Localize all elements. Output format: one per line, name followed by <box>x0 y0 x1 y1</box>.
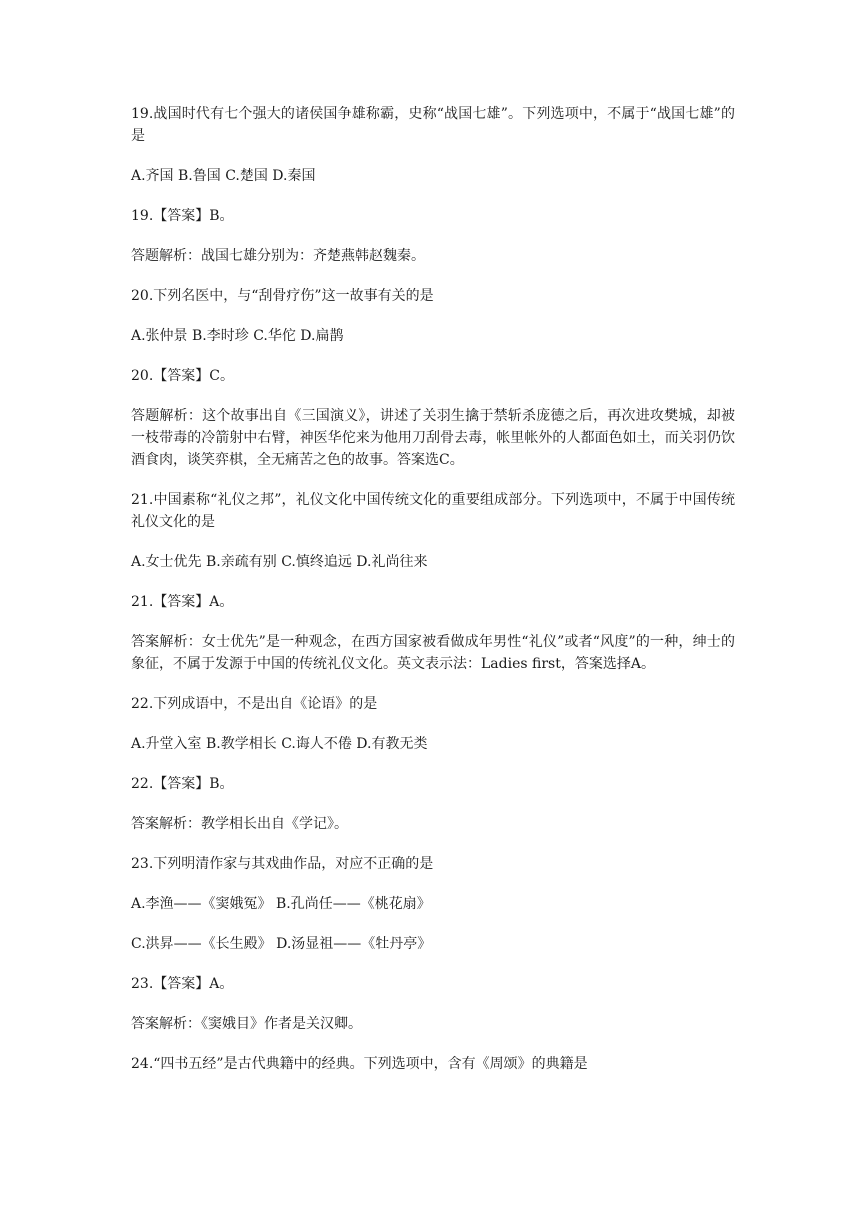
question-23-options-cd: C.洪昇——《长生殿》 D.汤显祖——《牡丹亭》 <box>131 936 432 952</box>
question-23-explanation: 答案解析：《窦娥目》作者是关汉卿。 <box>131 1016 362 1032</box>
question-22-explanation: 答案解析：教学相长出自《学记》。 <box>131 816 348 832</box>
question-22-text: 22.下列成语中，不是出自《论语》的是 <box>131 696 378 712</box>
question-23-text: 23.下列明清作家与其戏曲作品，对应不正确的是 <box>131 856 434 872</box>
question-21-explanation: 答案解析：女士优先”是一种观念，在西方国家被看做成年男性“礼仪”或者“风度”的一种，绅士的象征，不属于发源于中国的传统礼仪文化。英文表示法：Ladies first，答案选择A。 <box>131 634 735 672</box>
question-22-options: A.升堂入室 B.教学相长 C.诲人不倦 D.有教无类 <box>131 736 428 752</box>
question-19-text: 19.战国时代有七个强大的诸侯国争雄称霸，史称“战国七雄”。下列选项中，不属于“战国七雄”的是 <box>131 106 735 144</box>
question-19-options: A.齐国 B.鲁国 C.楚国 D.秦国 <box>131 168 316 184</box>
question-20-options: A.张仲景 B.李时珍 C.华佗 D.扁鹊 <box>131 328 344 344</box>
question-23-options-ab: A.李渔——《窦娥冤》 B.孔尚任——《桃花扇》 <box>131 896 431 912</box>
question-20-text: 20.下列名医中，与“刮骨疗伤”这一故事有关的是 <box>131 288 434 304</box>
question-19-explanation: 答题解析：战国七雄分别为：齐楚燕韩赵魏秦。 <box>131 248 425 264</box>
question-21-text: 21.中国素称“礼仪之邦”，礼仪文化中国传统文化的重要组成部分。下列选项中，不属于中国传统礼仪文化的是 <box>131 492 735 530</box>
question-20-answer: 20.【答案】C。 <box>131 368 234 384</box>
question-19-answer: 19.【答案】B。 <box>131 208 234 224</box>
question-20-explanation: 答题解析：这个故事出自《三国演义》，讲述了关羽生擒于禁斩杀庞德之后，再次进攻樊城，却被一枝带毒的冷箭射中右臂，神医华佗来为他用刀刮骨去毒，帐里帐外的人都面色如土，而关羽仍饮酒食肉，谈笑弈棋，全无痛苦之色的故事。答案选C。 <box>131 408 735 468</box>
question-23-answer: 23.【答案】A。 <box>131 976 234 992</box>
question-21-answer: 21.【答案】A。 <box>131 594 234 610</box>
question-21-options: A.女士优先 B.亲疏有别 C.慎终追远 D.礼尚往来 <box>131 554 428 570</box>
question-22-answer: 22.【答案】B。 <box>131 776 234 792</box>
question-24-text: 24.“四书五经”是古代典籍中的经典。下列选项中，含有《周颂》的典籍是 <box>131 1056 588 1072</box>
document-body <box>131 103 735 1093</box>
